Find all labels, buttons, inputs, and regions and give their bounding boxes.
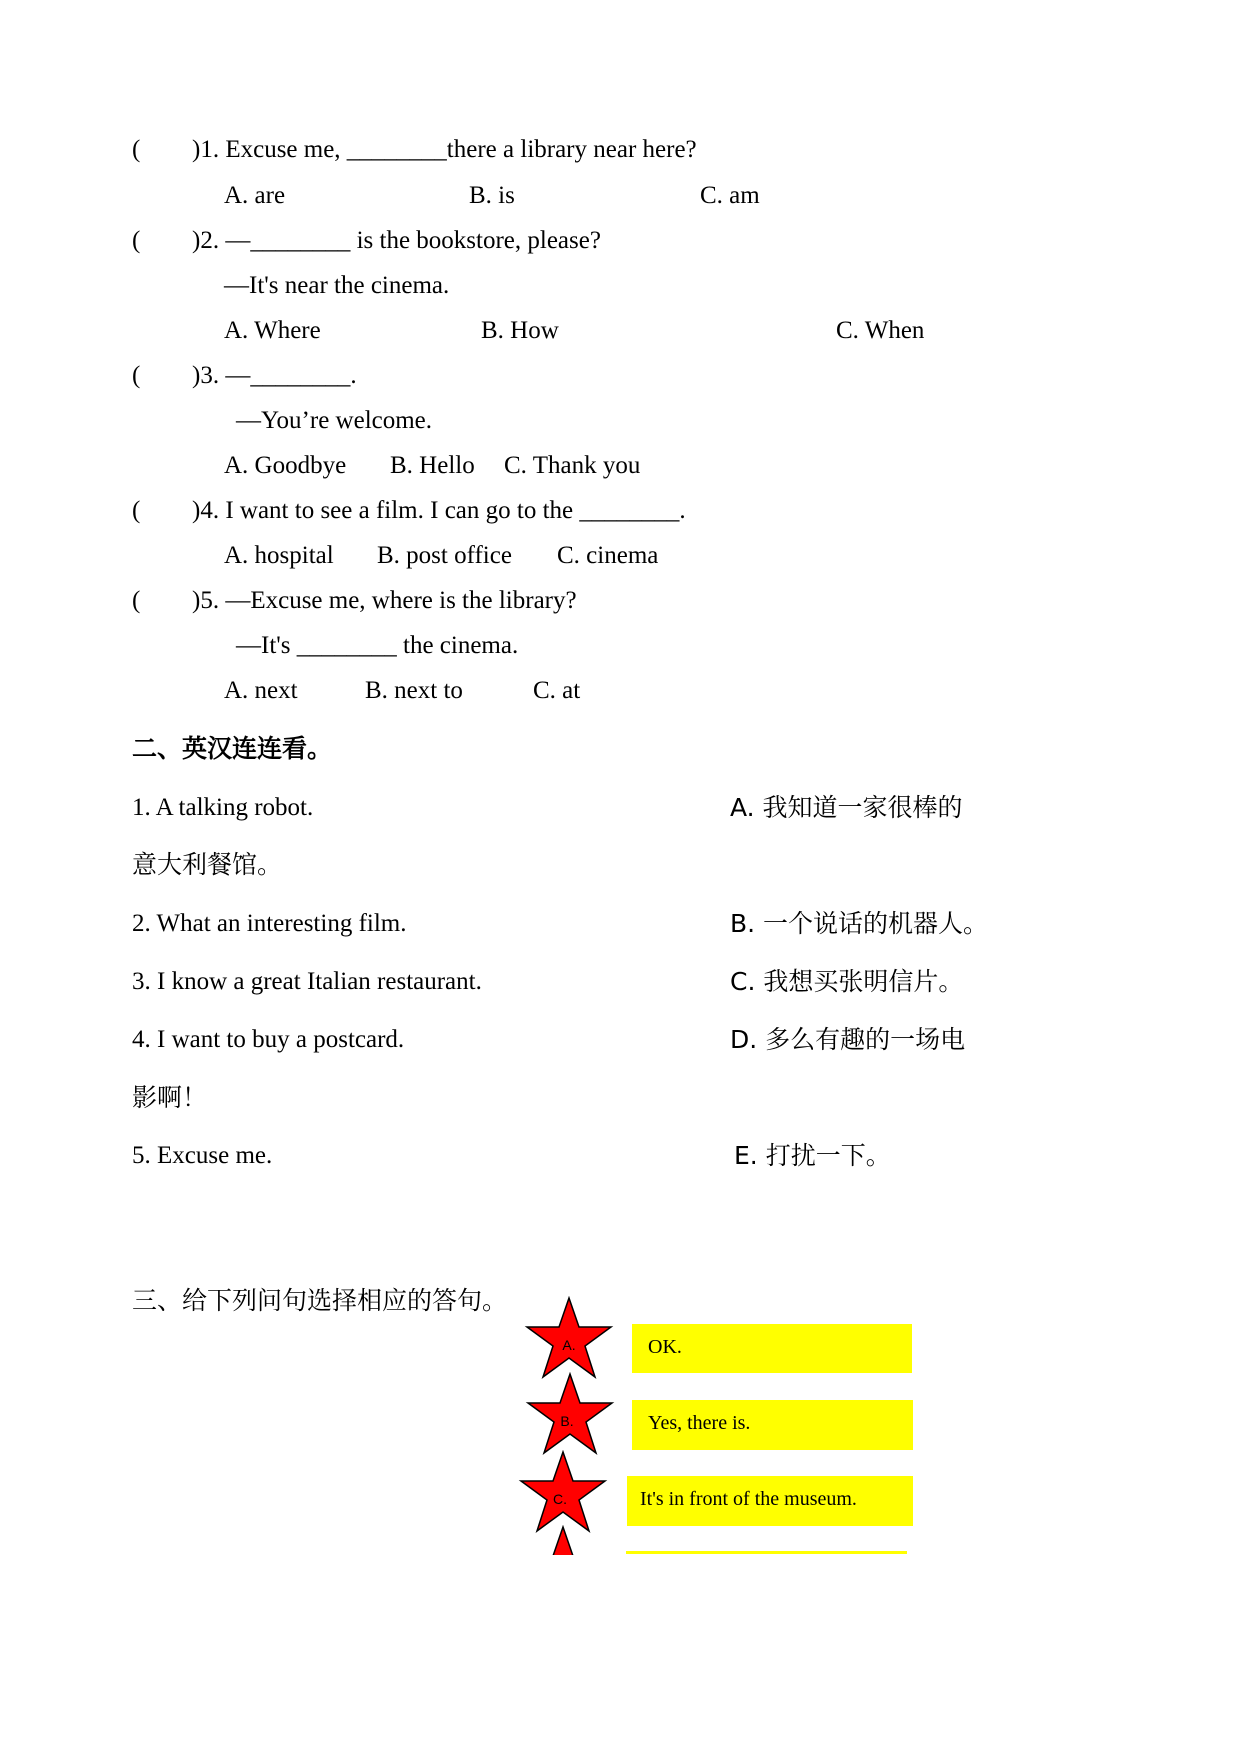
option-a: A. Goodbye [224, 452, 347, 479]
question-stem: )5. —Excuse me, where is the library? [192, 587, 577, 614]
star-b-icon [525, 1372, 615, 1456]
star-label: A. [562, 1337, 576, 1353]
question-stem: )1. Excuse me, ________there a library near here? [192, 136, 697, 163]
option-a: A. hospital [224, 542, 334, 569]
option-c: C. am [700, 182, 760, 209]
answer-box-d [626, 1551, 907, 1554]
question-reply: —It's ________ the cinema. [236, 632, 519, 659]
match-right-e: E. 打扰一下。 [734, 1141, 891, 1170]
answer-paren: ( [132, 227, 141, 254]
question-stem: )3. —________. [192, 362, 357, 389]
match-right-b: B. 一个说话的机器人。 [730, 909, 989, 938]
star-label: C. [553, 1491, 567, 1507]
answer-box-c: It's in front of the museum. [627, 1476, 913, 1526]
option-b: B. Hello [390, 452, 475, 479]
match-left-5: 5. Excuse me. [132, 1142, 273, 1169]
answer-box-a: OK. [632, 1324, 912, 1373]
option-a: A. are [224, 182, 286, 209]
option-a: A. Where [224, 317, 321, 344]
answer-box-b: Yes, there is. [632, 1400, 913, 1450]
answer-paren: ( [132, 497, 141, 524]
answer-paren: ( [132, 136, 141, 163]
question-reply: —You’re welcome. [236, 407, 433, 434]
match-left-4: 4. I want to buy a postcard. [132, 1026, 405, 1053]
option-b: B. How [481, 317, 559, 344]
star-a-icon [524, 1296, 614, 1380]
match-right-d: D. 多么有趣的一场电 [730, 1025, 966, 1054]
match-right-c: C. 我想买张明信片。 [730, 967, 964, 996]
match-right-d-wrap: 影啊！ [132, 1083, 208, 1112]
option-a: A. next [224, 677, 298, 704]
option-c: C. Thank you [504, 452, 641, 479]
section-3-heading: 三、给下列问句选择相应的答句。 [132, 1286, 508, 1315]
option-b: B. post office [377, 542, 512, 569]
option-b: B. next to [365, 677, 463, 704]
question-stem: )4. I want to see a film. I can go to the ________. [192, 497, 686, 524]
question-stem: )2. —________ is the bookstore, please? [192, 227, 601, 254]
match-right-a: A. 我知道一家很棒的 [730, 793, 963, 822]
option-c: C. When [836, 317, 925, 344]
match-left-2: 2. What an interesting film. [132, 910, 407, 937]
star-c-icon [518, 1450, 608, 1534]
star-label: B. [560, 1413, 574, 1429]
star-d-icon [518, 1525, 608, 1555]
section-2-heading: 二、英汉连连看。 [132, 734, 333, 763]
answer-paren: ( [132, 587, 141, 614]
option-b: B. is [469, 182, 515, 209]
match-left-3: 3. I know a great Italian restaurant. [132, 968, 482, 995]
option-c: C. at [533, 677, 581, 704]
match-right-a-wrap: 意大利餐馆。 [132, 850, 283, 879]
answer-paren: ( [132, 362, 141, 389]
question-reply: —It's near the cinema. [224, 272, 450, 299]
option-c: C. cinema [557, 542, 659, 569]
match-left-1: 1. A talking robot. [132, 794, 314, 821]
